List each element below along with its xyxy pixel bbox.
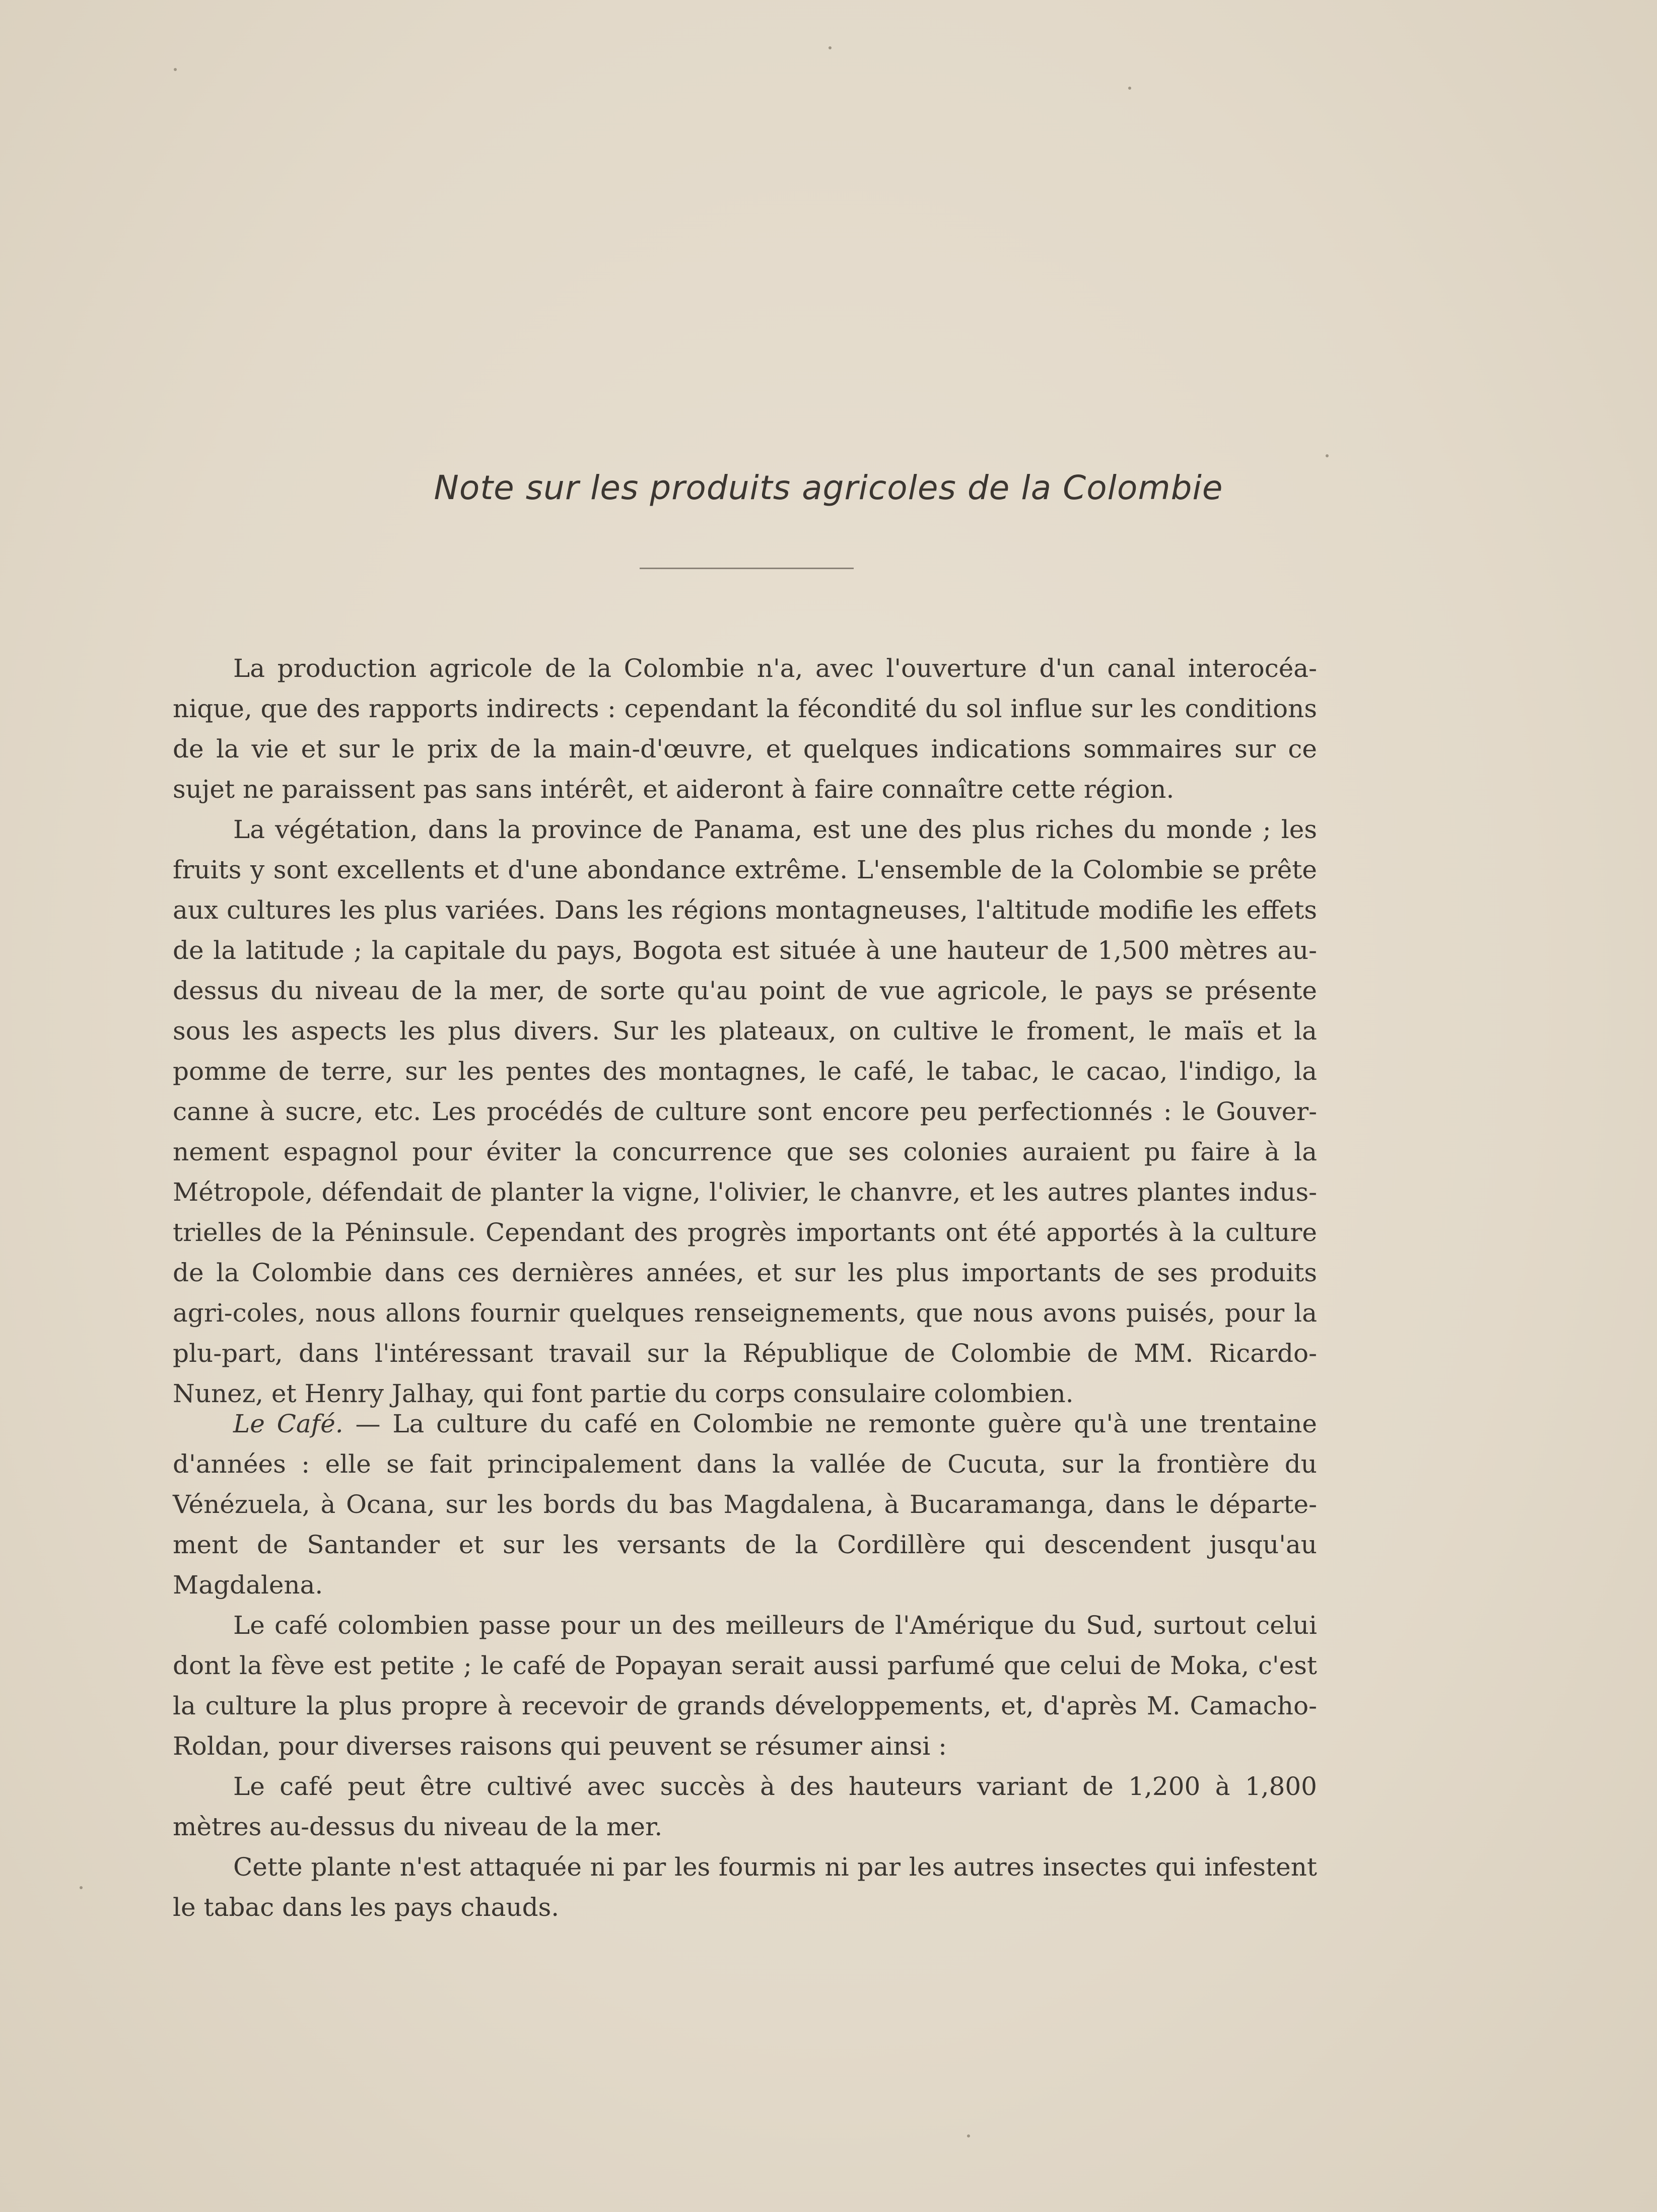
paper-speck [80, 1886, 83, 1889]
paragraph-cafe-intro [173, 1404, 1317, 1605]
title-divider [640, 568, 854, 569]
paper-speck [1326, 454, 1329, 457]
paragraph: Le café peut être cultivé avec succès à des hauteurs variant de 1,200 à 1,800 mètres au-dessus du niveau de la mer. [173, 1772, 1317, 1841]
paper-speck [1128, 87, 1131, 90]
section-lead-cafe: Le Café. [233, 1409, 343, 1438]
intro-section [173, 648, 1317, 1414]
cafe-section [173, 1404, 1317, 1927]
paper-speck [174, 68, 177, 71]
paragraph: Le café colombien passe pour un des meilleurs de l'Amérique du Sud, surtout celui dont la fève est petite ; le café de Popayan serait aussi parfumé que celui de Moka, c'est la culture la plus propre à recevoir de grands développements, et, d'après M. Camacho-Roldan, pour diverses raisons qui peuvent se résumer ainsi : [173, 1611, 1317, 1761]
paragraph: La production agricole de la Colombie n'a, avec l'ouverture d'un canal interocéa-nique, que des rapports indirects : cependant la fécondité du sol influe sur les conditions de la vie et sur le prix de la main-d'œuvre, et quelques indications sommaires sur ce sujet ne paraissent pas sans intérêt, et aideront à faire connaître cette région. [173, 654, 1317, 804]
paper-speck [967, 2134, 970, 2137]
paper-speck [828, 46, 832, 49]
paragraph-text: — La culture du café en Colombie ne remonte guère qu'à une trentaine d'années : elle se fait principalement dans la vallée de Cucuta, sur la frontière du Vénézuela, à Ocana, sur les bords du bas Magdalena, à Bucaramanga, dans le départe-ment de Santander et sur les versants de la Cordillère qui descendent jusqu'au Magdalena. [173, 1409, 1317, 1600]
paragraph: La végétation, dans la province de Panama, est une des plus riches du monde ; les fruits y sont excellents et d'une abondance extrême. L'ensemble de la Colombie se prête aux cultures les plus variées. Dans les régions montagneuses, l'altitude modifie les effets de la latitude ; la capitale du pays, Bogota est située à une hauteur de 1,500 mètres au-dessus du niveau de la mer, de sorte qu'au point de vue agricole, le pays se présente sous les aspects les plus divers. Sur les plateaux, on cultive le froment, le maïs et la pomme de terre, sur les pentes des montagnes, le café, le tabac, le cacao, l'indigo, la canne à sucre, etc. Les procédés de culture sont encore peu perfectionnés : le Gouver-nement espagnol pour éviter la concurrence que ses colonies auraient pu faire à la Métropole, défendait de planter la vigne, l'olivier, le chanvre, et les autres plantes indus-trielles de la Péninsule. Cependant des progrès importants ont été apportés à la culture de la Colombie dans ces dernières années, et sur les plus importants de ses produits agri-coles, nous allons fournir quelques renseignements, que nous avons puisés, pour la plu-part, dans l'intéressant travail sur la République de Colombie de MM. Ricardo-Nunez, et Henry Jalhay, qui font partie du corps consulaire colombien. [173, 815, 1317, 1408]
paragraph: Cette plante n'est attaquée ni par les fourmis ni par les autres insectes qui infestent le tabac dans les pays chauds. [173, 1852, 1317, 1922]
page-title: Note sur les produits agricoles de la Colombie [434, 468, 1223, 507]
